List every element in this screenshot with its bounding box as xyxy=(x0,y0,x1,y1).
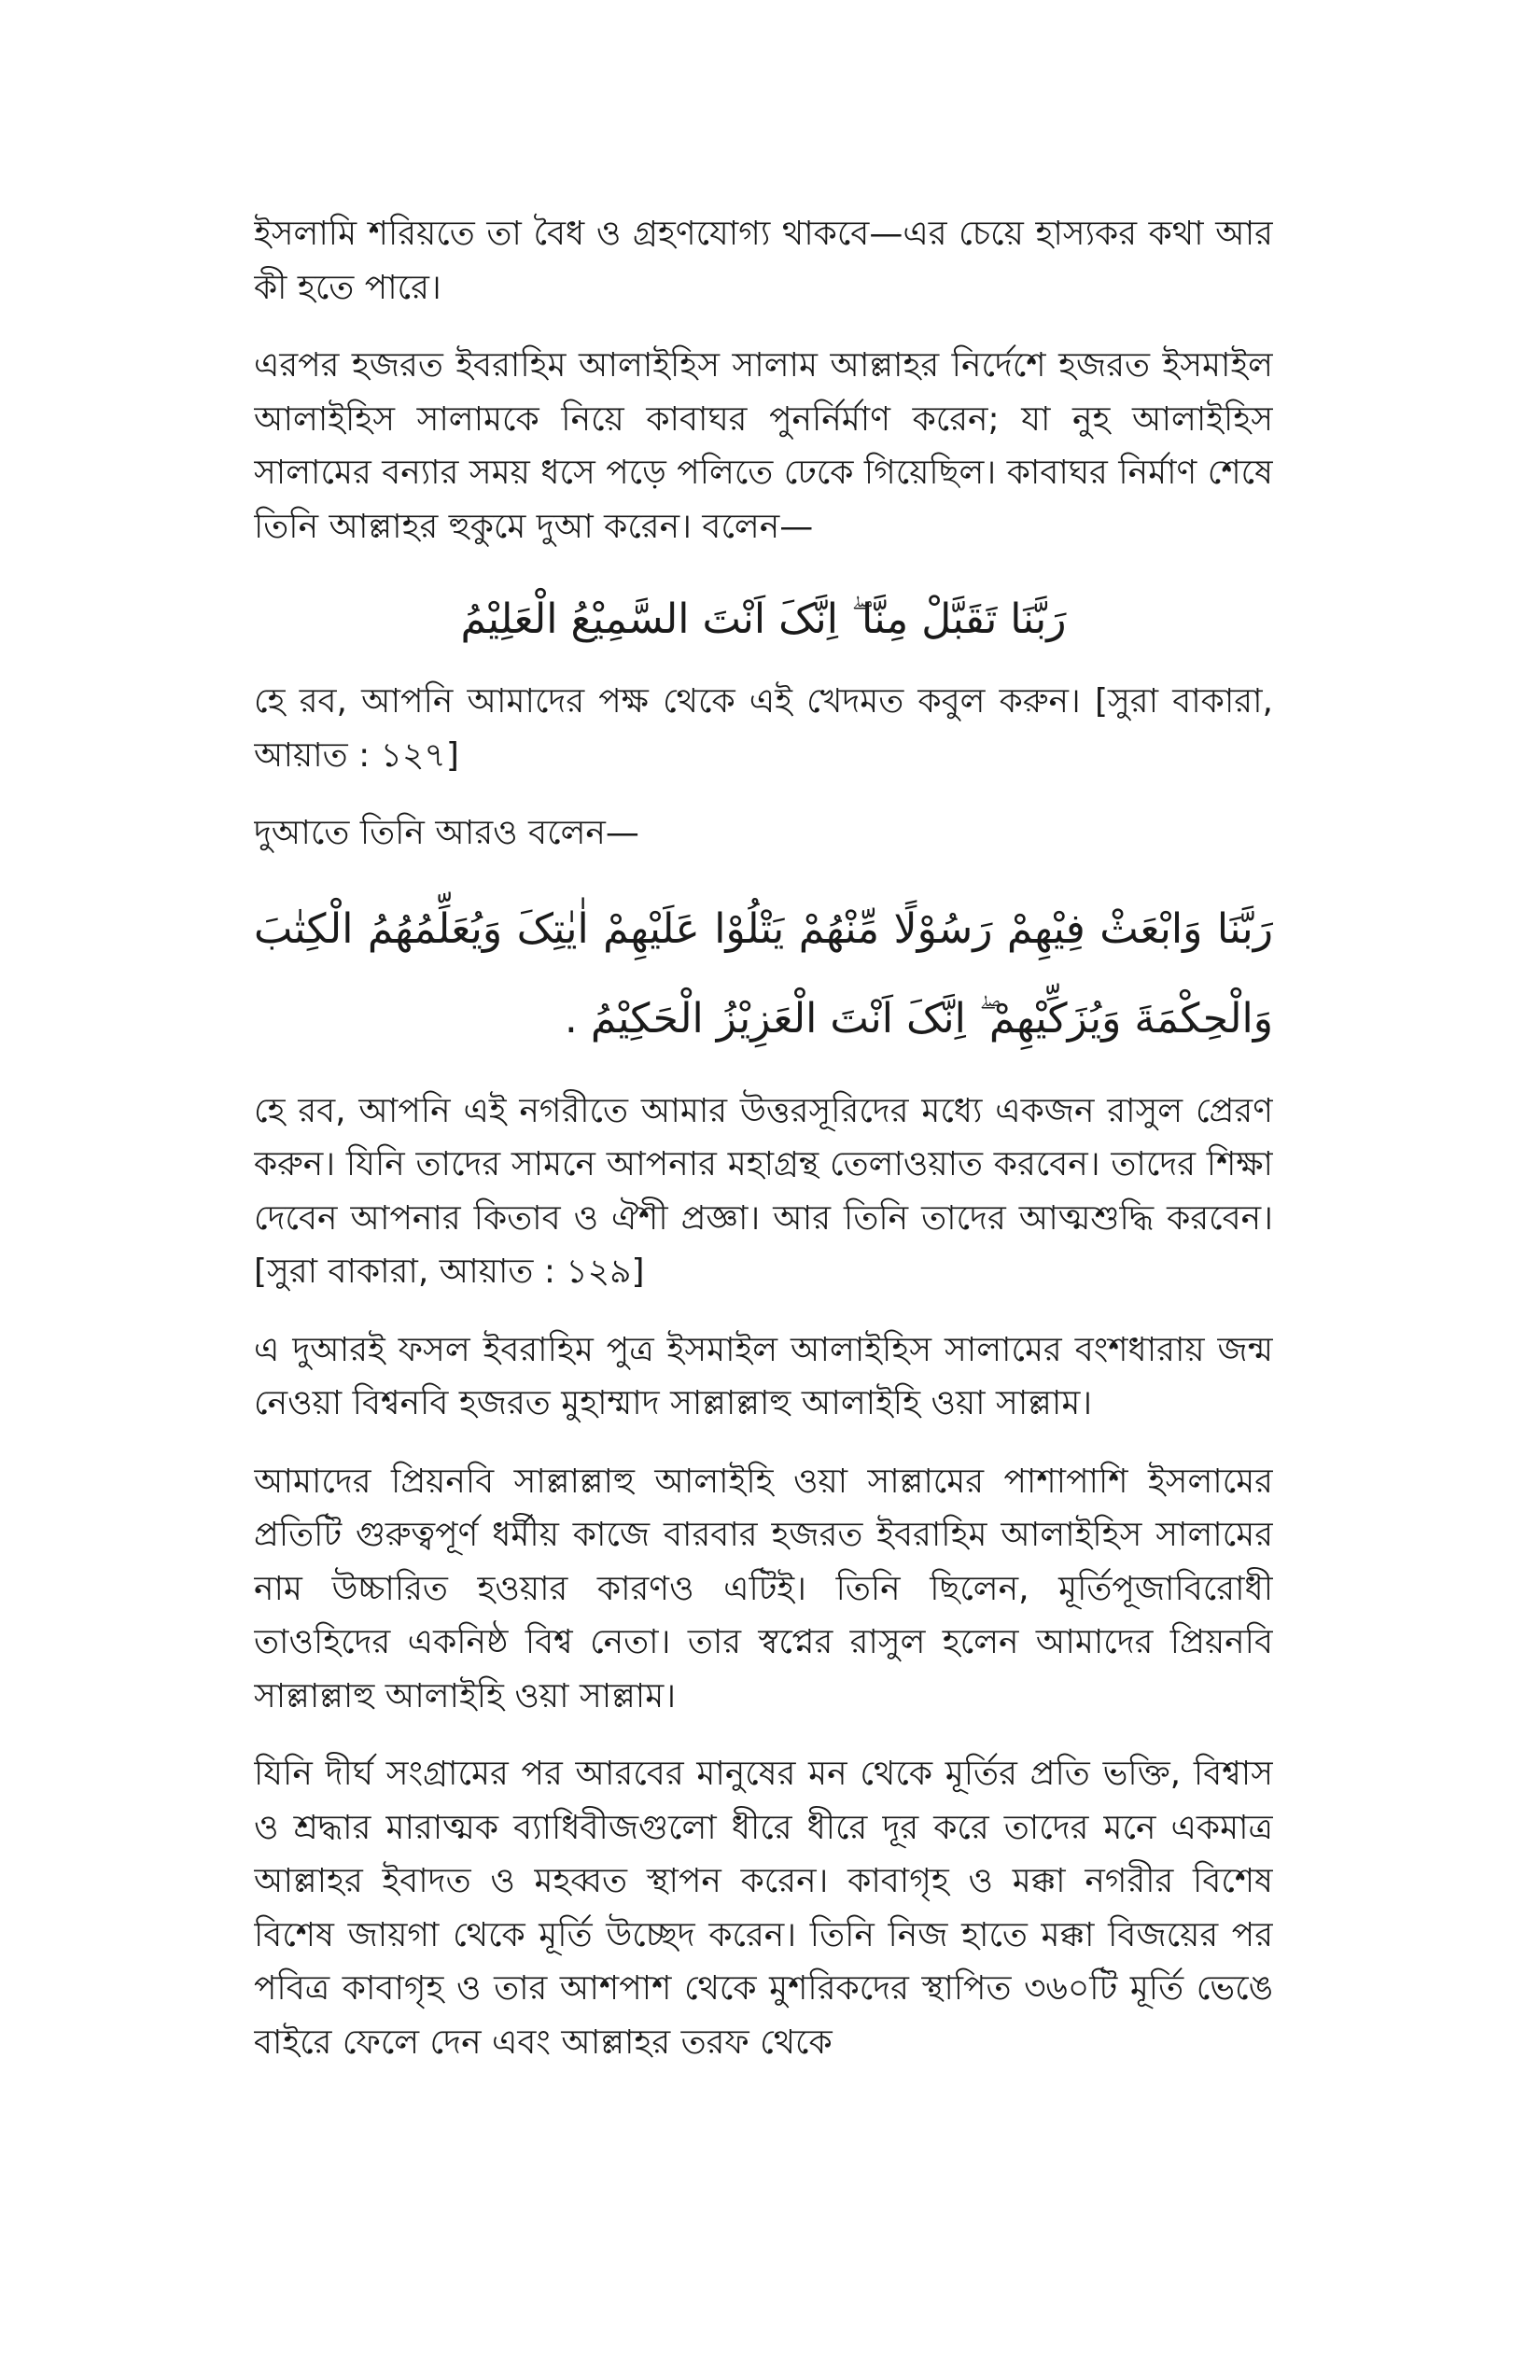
paragraph-6: এ দুআরই ফসল ইবরাহিম পুত্র ইসমাইল আলাইহিস সালামের বংশধারায় জন্ম নেওয়া বিশ্বনবি হজরত মুহাম্মাদ সাল্লাল্লাহু আলাইহি ওয়া সাল্লাম। xyxy=(254,1330,1273,1422)
verse-translation-2: হে রব, আপনি এই নগরীতে আমার উত্তরসূরিদের মধ্যে একজন রাসুল প্রেরণ করুন। যিনি তাদের সামনে আপনার মহাগ্রন্থ তেলাওয়াত করবেন। তাদের শিক্ষা দেবেন আপনার কিতাব ও ঐশী প্রজ্ঞা। আর তিনি তাদের আত্মশুদ্ধি করবেন। [সুরা বাকারা, আয়াত : ১২৯] xyxy=(254,1091,1273,1291)
arabic-verse-1: رَبَّنَا تَقَبَّلْ مِنَّا ۖ اِنَّکَ اَنْتَ السَّمِیْعُ الْعَلِیْمُ xyxy=(460,595,1067,643)
paragraph-4: দুআতে তিনি আরও বলেন— xyxy=(254,814,639,852)
book-page xyxy=(254,207,1273,2223)
paragraph-7: আমাদের প্রিয়নবি সাল্লাল্লাহু আলাইহি ওয়া সাল্লামের পাশাপাশি ইসলামের প্রতিটি গুরুত্বপূর্ণ ধর্মীয় কাজে বারবার হজরত ইবরাহিম আলাইহিস সালামের নাম উচ্চারিত হওয়ার কারণও এটিই। তিনি ছিলেন, মূর্তিপূজাবিরোধী তাওহিদের একনিষ্ঠ বিশ্ব নেতা। তার স্বপ্নের রাসুল হলেন আমাদের প্রিয়নবি সাল্লাল্লাহু আলাইহি ওয়া সাল্লাম। xyxy=(254,1462,1273,1715)
verse-translation-1: হে রব, আপনি আমাদের পক্ষ থেকে এই খেদমত কবুল করুন। [সুরা বাকারা, আয়াত : ১২৭] xyxy=(254,682,1273,775)
paragraph-8: যিনি দীর্ঘ সংগ্রামের পর আরবের মানুষের মন থেকে মূর্তির প্রতি ভক্তি, বিশ্বাস ও শ্রদ্ধার মারাত্মক ব্যাধিবীজগুলো ধীরে ধীরে দূর করে তাদের মনে একমাত্র আল্লাহর ইবাদত ও মহব্বত স্থাপন করেন। কাবাগৃহ ও মক্কা নগরীর বিশেষ বিশেষ জায়গা থেকে মূর্তি উচ্ছেদ করেন। তিনি নিজ হাতে মক্কা বিজয়ের পর পবিত্র কাবাগৃহ ও তার আশপাশ থেকে মুশরিকদের স্থাপিত ৩৬০টি মূর্তি ভেঙে বাইরে ফেলে দেন এবং আল্লাহর তরফ থেকে xyxy=(254,1755,1273,2062)
paragraph-1: ইসলামি শরিয়তে তা বৈধ ও গ্রহণযোগ্য থাকবে—এর চেয়ে হাস্যকর কথা আর কী হতে পারে। xyxy=(254,215,1273,307)
paragraph-2: এরপর হজরত ইবরাহিম আলাইহিস সালাম আল্লাহর নির্দেশে হজরত ইসমাইল আলাইহিস সালামকে নিয়ে কাবাঘর পুনর্নির্মাণ করেন; যা নুহ আলাইহিস সালামের বন্যার সময় ধসে পড়ে পলিতে ঢেকে গিয়েছিল। কাবাঘর নির্মাণ শেষে তিনি আল্লাহর হুকুমে দুআ করেন। বলেন— xyxy=(254,346,1273,546)
arabic-verse-2: رَبَّنَا وَابْعَثْ فِيْهِمْ رَسُوْلًا مِّنْهُمْ يَتْلُوْا عَلَيْهِمْ اٰيٰتِکَ وَيُعَلِّمُهُمُ الْكِتٰبَ وَالْحِكْمَةَ وَيُزَكِّيْهِمْ ۖ اِنَّکَ اَنْتَ الْعَزِيْزُ الْحَكِيْمُ . xyxy=(254,904,1273,1043)
